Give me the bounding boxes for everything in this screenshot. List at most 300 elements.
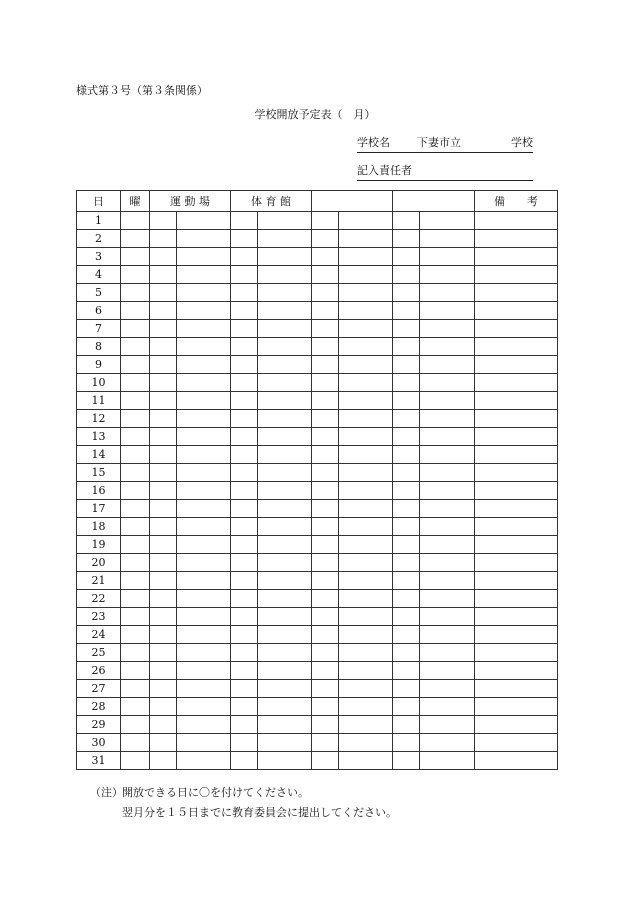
- weekday-cell: [121, 392, 150, 410]
- blank1-mark-cell: [312, 644, 339, 662]
- ground-mark-cell: [150, 626, 177, 644]
- day-number: 4: [77, 266, 121, 284]
- weekday-cell: [121, 608, 150, 626]
- blank2-mark-cell: [393, 302, 420, 320]
- blank2-mark-cell: [393, 608, 420, 626]
- blank1-cell: [339, 554, 393, 572]
- ground-cell: [177, 248, 231, 266]
- blank1-cell: [339, 482, 393, 500]
- gym-cell: [258, 284, 312, 302]
- blank1-cell: [339, 734, 393, 752]
- blank1-cell: [339, 392, 393, 410]
- day-number: 1: [77, 212, 121, 230]
- blank2-cell: [420, 518, 475, 536]
- ground-mark-cell: [150, 230, 177, 248]
- blank1-cell: [339, 446, 393, 464]
- ground-cell: [177, 698, 231, 716]
- blank1-cell: [339, 572, 393, 590]
- blank1-mark-cell: [312, 338, 339, 356]
- remarks-cell: [475, 680, 558, 698]
- table-row: [77, 410, 558, 428]
- ground-cell: [177, 428, 231, 446]
- blank1-cell: [339, 662, 393, 680]
- table-row: [77, 518, 558, 536]
- gym-cell: [258, 410, 312, 428]
- blank1-mark-cell: [312, 590, 339, 608]
- weekday-cell: [121, 320, 150, 338]
- blank2-mark-cell: [393, 716, 420, 734]
- weekday-cell: [121, 410, 150, 428]
- weekday-cell: [121, 428, 150, 446]
- remarks-cell: [475, 716, 558, 734]
- day-number: 8: [77, 338, 121, 356]
- ground-cell: [177, 212, 231, 230]
- table-row: [77, 284, 558, 302]
- ground-mark-cell: [150, 410, 177, 428]
- gym-cell: [258, 608, 312, 626]
- ground-cell: [177, 266, 231, 284]
- blank1-cell: [339, 716, 393, 734]
- note-text-2: 翌月分を１５日までに教育委員会に提出してください。: [122, 806, 397, 819]
- blank1-mark-cell: [312, 284, 339, 302]
- header-remarks: 備 考: [475, 191, 558, 212]
- table-row: [77, 374, 558, 392]
- blank1-mark-cell: [312, 536, 339, 554]
- gym-cell: [258, 392, 312, 410]
- table-row: [77, 464, 558, 482]
- note-line-2: [90, 803, 397, 823]
- ground-cell: [177, 680, 231, 698]
- form-number: 様式第３号（第３条関係）: [76, 84, 208, 97]
- gym-mark-cell: [231, 590, 258, 608]
- table-row: [77, 500, 558, 518]
- gym-mark-cell: [231, 356, 258, 374]
- table-row: [77, 338, 558, 356]
- ground-mark-cell: [150, 572, 177, 590]
- blank1-cell: [339, 590, 393, 608]
- gym-cell: [258, 212, 312, 230]
- day-number: 18: [77, 518, 121, 536]
- blank2-mark-cell: [393, 392, 420, 410]
- remarks-cell: [475, 536, 558, 554]
- blank2-cell: [420, 464, 475, 482]
- gym-mark-cell: [231, 734, 258, 752]
- gym-cell: [258, 698, 312, 716]
- table-row: [77, 680, 558, 698]
- blank2-cell: [420, 536, 475, 554]
- table-row: [77, 320, 558, 338]
- blank2-cell: [420, 662, 475, 680]
- ground-cell: [177, 338, 231, 356]
- blank2-cell: [420, 410, 475, 428]
- gym-mark-cell: [231, 500, 258, 518]
- gym-mark-cell: [231, 212, 258, 230]
- remarks-cell: [475, 392, 558, 410]
- gym-cell: [258, 248, 312, 266]
- table-row: [77, 212, 558, 230]
- blank2-mark-cell: [393, 428, 420, 446]
- ground-cell: [177, 734, 231, 752]
- blank2-cell: [420, 572, 475, 590]
- table-row: [77, 734, 558, 752]
- ground-cell: [177, 572, 231, 590]
- weekday-cell: [121, 464, 150, 482]
- school-name-field: [357, 137, 533, 153]
- blank2-cell: [420, 230, 475, 248]
- ground-mark-cell: [150, 266, 177, 284]
- weekday-cell: [121, 374, 150, 392]
- blank1-mark-cell: [312, 734, 339, 752]
- ground-mark-cell: [150, 500, 177, 518]
- ground-cell: [177, 608, 231, 626]
- blank1-cell: [339, 410, 393, 428]
- blank2-cell: [420, 446, 475, 464]
- ground-cell: [177, 716, 231, 734]
- blank2-cell: [420, 644, 475, 662]
- table-row: [77, 536, 558, 554]
- blank2-cell: [420, 302, 475, 320]
- blank1-mark-cell: [312, 662, 339, 680]
- schedule-table: [76, 190, 558, 770]
- weekday-cell: [121, 248, 150, 266]
- weekday-cell: [121, 518, 150, 536]
- blank1-mark-cell: [312, 320, 339, 338]
- remarks-cell: [475, 626, 558, 644]
- weekday-cell: [121, 644, 150, 662]
- blank2-mark-cell: [393, 410, 420, 428]
- blank1-cell: [339, 248, 393, 266]
- blank2-cell: [420, 554, 475, 572]
- ground-mark-cell: [150, 248, 177, 266]
- blank1-cell: [339, 230, 393, 248]
- gym-cell: [258, 446, 312, 464]
- gym-mark-cell: [231, 554, 258, 572]
- remarks-cell: [475, 752, 558, 770]
- ground-mark-cell: [150, 518, 177, 536]
- day-number: 27: [77, 680, 121, 698]
- ground-cell: [177, 554, 231, 572]
- gym-mark-cell: [231, 644, 258, 662]
- ground-cell: [177, 482, 231, 500]
- blank2-cell: [420, 356, 475, 374]
- ground-mark-cell: [150, 734, 177, 752]
- blank2-mark-cell: [393, 212, 420, 230]
- blank2-mark-cell: [393, 518, 420, 536]
- gym-cell: [258, 500, 312, 518]
- table-row: [77, 302, 558, 320]
- table-row: [77, 698, 558, 716]
- remarks-cell: [475, 518, 558, 536]
- table-row: [77, 662, 558, 680]
- ground-cell: [177, 518, 231, 536]
- day-number: 22: [77, 590, 121, 608]
- blank2-cell: [420, 698, 475, 716]
- day-number: 25: [77, 644, 121, 662]
- day-number: 24: [77, 626, 121, 644]
- blank1-mark-cell: [312, 410, 339, 428]
- school-city-prefix: 下妻市立: [417, 136, 461, 149]
- blank2-mark-cell: [393, 482, 420, 500]
- gym-cell: [258, 482, 312, 500]
- ground-cell: [177, 374, 231, 392]
- ground-cell: [177, 536, 231, 554]
- ground-mark-cell: [150, 698, 177, 716]
- weekday-cell: [121, 590, 150, 608]
- header-gym: 体 育 館: [231, 191, 312, 212]
- blank1-cell: [339, 428, 393, 446]
- note-line-1: [90, 783, 397, 803]
- blank1-mark-cell: [312, 248, 339, 266]
- blank1-mark-cell: [312, 428, 339, 446]
- blank1-mark-cell: [312, 302, 339, 320]
- ground-cell: [177, 356, 231, 374]
- blank1-cell: [339, 680, 393, 698]
- blank2-cell: [420, 626, 475, 644]
- day-number: 13: [77, 428, 121, 446]
- table-row: [77, 752, 558, 770]
- remarks-cell: [475, 356, 558, 374]
- blank1-mark-cell: [312, 752, 339, 770]
- gym-cell: [258, 734, 312, 752]
- ground-cell: [177, 302, 231, 320]
- table-row: [77, 608, 558, 626]
- gym-mark-cell: [231, 302, 258, 320]
- weekday-cell: [121, 626, 150, 644]
- recorder-field: [357, 165, 533, 181]
- gym-mark-cell: [231, 482, 258, 500]
- gym-cell: [258, 644, 312, 662]
- remarks-cell: [475, 248, 558, 266]
- blank1-mark-cell: [312, 698, 339, 716]
- blank1-mark-cell: [312, 500, 339, 518]
- gym-mark-cell: [231, 446, 258, 464]
- ground-mark-cell: [150, 662, 177, 680]
- blank1-cell: [339, 518, 393, 536]
- table-row: [77, 248, 558, 266]
- gym-mark-cell: [231, 464, 258, 482]
- gym-cell: [258, 230, 312, 248]
- ground-mark-cell: [150, 320, 177, 338]
- remarks-cell: [475, 428, 558, 446]
- blank1-mark-cell: [312, 446, 339, 464]
- gym-cell: [258, 518, 312, 536]
- remarks-cell: [475, 410, 558, 428]
- weekday-cell: [121, 356, 150, 374]
- weekday-cell: [121, 662, 150, 680]
- blank2-mark-cell: [393, 284, 420, 302]
- blank2-cell: [420, 734, 475, 752]
- blank2-mark-cell: [393, 698, 420, 716]
- blank2-mark-cell: [393, 230, 420, 248]
- ground-mark-cell: [150, 356, 177, 374]
- blank1-cell: [339, 266, 393, 284]
- day-number: 6: [77, 302, 121, 320]
- table-row: [77, 626, 558, 644]
- table-row: [77, 230, 558, 248]
- blank1-mark-cell: [312, 518, 339, 536]
- blank2-mark-cell: [393, 266, 420, 284]
- ground-cell: [177, 644, 231, 662]
- gym-cell: [258, 428, 312, 446]
- day-number: 3: [77, 248, 121, 266]
- blank2-mark-cell: [393, 680, 420, 698]
- weekday-cell: [121, 338, 150, 356]
- blank2-mark-cell: [393, 500, 420, 518]
- day-number: 7: [77, 320, 121, 338]
- blank2-mark-cell: [393, 338, 420, 356]
- blank1-cell: [339, 302, 393, 320]
- blank1-mark-cell: [312, 356, 339, 374]
- ground-mark-cell: [150, 338, 177, 356]
- blank1-mark-cell: [312, 608, 339, 626]
- gym-cell: [258, 266, 312, 284]
- ground-mark-cell: [150, 374, 177, 392]
- weekday-cell: [121, 572, 150, 590]
- blank2-mark-cell: [393, 626, 420, 644]
- gym-mark-cell: [231, 248, 258, 266]
- gym-cell: [258, 536, 312, 554]
- blank2-mark-cell: [393, 464, 420, 482]
- gym-mark-cell: [231, 536, 258, 554]
- blank1-cell: [339, 644, 393, 662]
- note-text-1: 開放できる日に〇を付けてください。: [122, 786, 309, 799]
- header-blank-1: [312, 191, 393, 212]
- gym-mark-cell: [231, 716, 258, 734]
- blank1-mark-cell: [312, 680, 339, 698]
- ground-cell: [177, 626, 231, 644]
- blank1-mark-cell: [312, 212, 339, 230]
- remarks-cell: [475, 644, 558, 662]
- weekday-cell: [121, 212, 150, 230]
- blank2-mark-cell: [393, 446, 420, 464]
- weekday-cell: [121, 734, 150, 752]
- gym-cell: [258, 752, 312, 770]
- blank2-cell: [420, 482, 475, 500]
- ground-mark-cell: [150, 590, 177, 608]
- remarks-cell: [475, 554, 558, 572]
- gym-cell: [258, 662, 312, 680]
- blank2-mark-cell: [393, 590, 420, 608]
- notes: [90, 783, 397, 823]
- day-number: 5: [77, 284, 121, 302]
- blank2-cell: [420, 680, 475, 698]
- day-number: 17: [77, 500, 121, 518]
- blank2-mark-cell: [393, 662, 420, 680]
- blank1-mark-cell: [312, 554, 339, 572]
- blank1-cell: [339, 338, 393, 356]
- blank2-cell: [420, 338, 475, 356]
- weekday-cell: [121, 554, 150, 572]
- remarks-cell: [475, 302, 558, 320]
- table-row: [77, 428, 558, 446]
- table-row: [77, 356, 558, 374]
- blank1-cell: [339, 320, 393, 338]
- weekday-cell: [121, 302, 150, 320]
- day-number: 11: [77, 392, 121, 410]
- weekday-cell: [121, 284, 150, 302]
- blank2-cell: [420, 716, 475, 734]
- day-number: 10: [77, 374, 121, 392]
- gym-cell: [258, 554, 312, 572]
- gym-mark-cell: [231, 662, 258, 680]
- day-number: 19: [77, 536, 121, 554]
- document-title: 学校開放予定表（ 月）: [254, 108, 376, 121]
- blank1-cell: [339, 536, 393, 554]
- blank2-mark-cell: [393, 644, 420, 662]
- remarks-cell: [475, 446, 558, 464]
- gym-mark-cell: [231, 428, 258, 446]
- table-row: [77, 572, 558, 590]
- gym-mark-cell: [231, 608, 258, 626]
- weekday-cell: [121, 482, 150, 500]
- remarks-cell: [475, 482, 558, 500]
- header-day: 日: [77, 191, 121, 212]
- blank2-cell: [420, 590, 475, 608]
- gym-mark-cell: [231, 320, 258, 338]
- remarks-cell: [475, 500, 558, 518]
- gym-cell: [258, 356, 312, 374]
- blank1-mark-cell: [312, 392, 339, 410]
- day-number: 15: [77, 464, 121, 482]
- blank2-cell: [420, 320, 475, 338]
- ground-cell: [177, 230, 231, 248]
- table-row: [77, 392, 558, 410]
- weekday-cell: [121, 716, 150, 734]
- gym-mark-cell: [231, 752, 258, 770]
- gym-cell: [258, 572, 312, 590]
- remarks-cell: [475, 212, 558, 230]
- ground-cell: [177, 752, 231, 770]
- gym-mark-cell: [231, 410, 258, 428]
- ground-mark-cell: [150, 446, 177, 464]
- ground-mark-cell: [150, 392, 177, 410]
- table-row: [77, 590, 558, 608]
- school-name-label: 学校名: [357, 136, 390, 149]
- gym-mark-cell: [231, 284, 258, 302]
- blank1-mark-cell: [312, 464, 339, 482]
- ground-cell: [177, 590, 231, 608]
- blank1-cell: [339, 752, 393, 770]
- blank2-cell: [420, 752, 475, 770]
- ground-mark-cell: [150, 644, 177, 662]
- blank1-cell: [339, 356, 393, 374]
- blank2-mark-cell: [393, 356, 420, 374]
- ground-mark-cell: [150, 284, 177, 302]
- gym-cell: [258, 716, 312, 734]
- table-row: [77, 716, 558, 734]
- gym-cell: [258, 590, 312, 608]
- remarks-cell: [475, 374, 558, 392]
- school-suffix: 学校: [511, 136, 533, 149]
- blank1-cell: [339, 212, 393, 230]
- day-number: 29: [77, 716, 121, 734]
- ground-cell: [177, 284, 231, 302]
- gym-mark-cell: [231, 230, 258, 248]
- blank2-mark-cell: [393, 320, 420, 338]
- remarks-cell: [475, 338, 558, 356]
- blank1-cell: [339, 608, 393, 626]
- ground-mark-cell: [150, 212, 177, 230]
- blank2-cell: [420, 374, 475, 392]
- ground-cell: [177, 392, 231, 410]
- remarks-cell: [475, 662, 558, 680]
- weekday-cell: [121, 752, 150, 770]
- weekday-cell: [121, 500, 150, 518]
- blank2-mark-cell: [393, 554, 420, 572]
- blank2-mark-cell: [393, 248, 420, 266]
- day-number: 31: [77, 752, 121, 770]
- weekday-cell: [121, 698, 150, 716]
